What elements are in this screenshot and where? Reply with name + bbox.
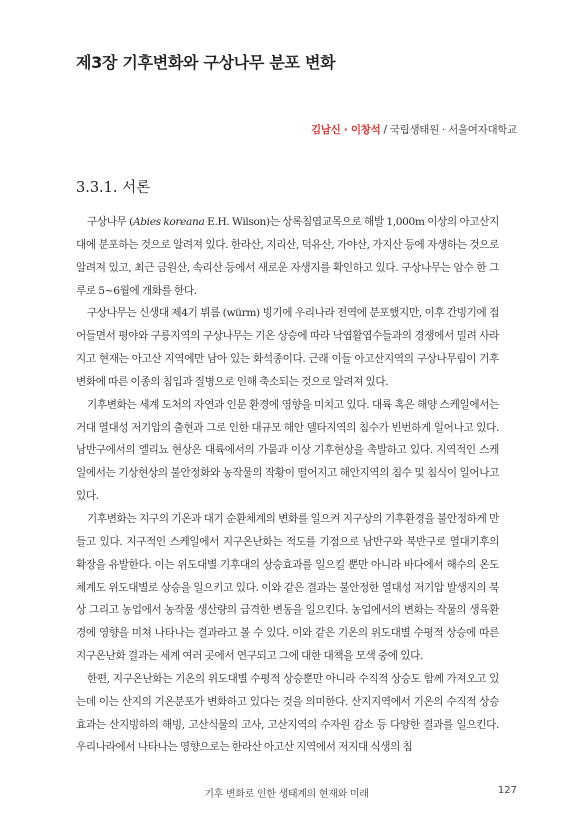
footer-book-title: 기후 변화로 인한 생태계의 현재와 미래 xyxy=(204,789,369,800)
paragraph-text: 구상나무 ( xyxy=(87,216,133,228)
body-text xyxy=(76,211,499,759)
species-name: Abies koreana xyxy=(132,216,205,228)
paragraph xyxy=(76,211,499,302)
paragraph: 기후변화는 지구의 기온과 대기 순환체계의 변화를 일으켜 지구상의 기후환경을 불안정하게 만들고 있다. 지구적인 스케일에서 지구온난화는 적도를 기점으로 남반구와 북반구로 열대기후의 확장을 유발한다. 이는 위도대별 기후대의 상승효과를 일으킬 뿐만 아니라 바다에서 해수의 온도체계도 위도대별로 상승을 일으키고 있다. 이와 같은 결과는 불안정한 열대성 저기압 발생지의 북상 그리고 농업에서 농작물 생산량의 급격한 변동을 일으킨다. 농업에서의 변화는 작물의 생육환경에 영향을 미쳐 나타나는 결과라고 볼 수 있다. 이와 같은 기온의 위도대별 수평적 상승에 따른 지구온난화 결과는 세계 여러 곳에서 연구되고 그에 대한 대책을 모색 중에 있다. xyxy=(76,512,499,663)
author-affiliations: 국립생태원 · 서울여자대학교 xyxy=(389,124,517,136)
chapter-title: 제3장 기후변화와 구상나무 분포 변화 xyxy=(76,53,336,72)
section-heading: 3.3.1. 서론 xyxy=(76,180,151,196)
author-line xyxy=(311,122,517,137)
page-number: 127 xyxy=(497,785,517,796)
paragraph: 한편, 지구온난화는 기온의 위도대별 수평적 상승뿐만 아니라 수직적 상승도 함께 가져오고 있는데 이는 산지의 기온분포가 변화하고 있다는 것을 의미한다. 산지지역에서 기온의 수직적 상승효과는 산지빙하의 해빙, 고산식물의 고사, 고산지역의 수자원 감소 등 다양한 결과를 일으킨다. 우리나라에서 나타나는 영향으로는 한라산 아고산 지역에서 저지대 식생의 침 xyxy=(76,672,499,754)
author-names: 김남신 · 이창석 xyxy=(310,124,381,136)
author-separator: / xyxy=(380,124,390,136)
paragraph: 기후변화는 세계 도처의 자연과 인문 환경에 영향을 미치고 있다. 대륙 혹은 해양 스케일에서는 거대 열대성 저기압의 출현과 그로 인한 대규모 해안 델타지역의 침수가 빈번하게 일어나고 있다. 남반구에서의 엘리뇨 현상은 대륙에서의 가뭄과 이상 기후현상을 촉발하고 있다. 지역적인 스케일에서는 기상현상의 불안정화와 농작물의 작황이 떨어지고 해안지역의 침수 및 침식이 일어나고 있다. xyxy=(76,398,499,503)
paragraph: 구상나무는 신생대 제4기 뷔름 (würm) 빙기에 우리나라 전역에 분포했지만, 이후 간빙기에 접어들면서 평야와 구릉지역의 구상나무는 기온 상승에 따라 낙엽활엽수들과의 경쟁에서 밀려 사라지고 현재는 아고산 지역에만 남아 있는 화석종이다. 근래 이들 아고산지역의 구상나무림이 기후변화에 따른 이종의 침입과 질병으로 인해 축소되는 것으로 알려져 있다. xyxy=(76,307,499,388)
paragraph-text: E.H. Wilson)는 상록침엽교목으로 해발 1,000m 이상의 아고산지대에 분포하는 것으로 알려져 있다. 한라산, 지리산, 덕유산, 가야산, 가지산 등에 자생하는 것으로 알려져 있고, 최근 금원산, 속리산 등에서 새로운 자생지를 확인하고 있다. 구상나무는 암수 한 그루로 5~6월에 개화를 한다. xyxy=(76,216,500,297)
